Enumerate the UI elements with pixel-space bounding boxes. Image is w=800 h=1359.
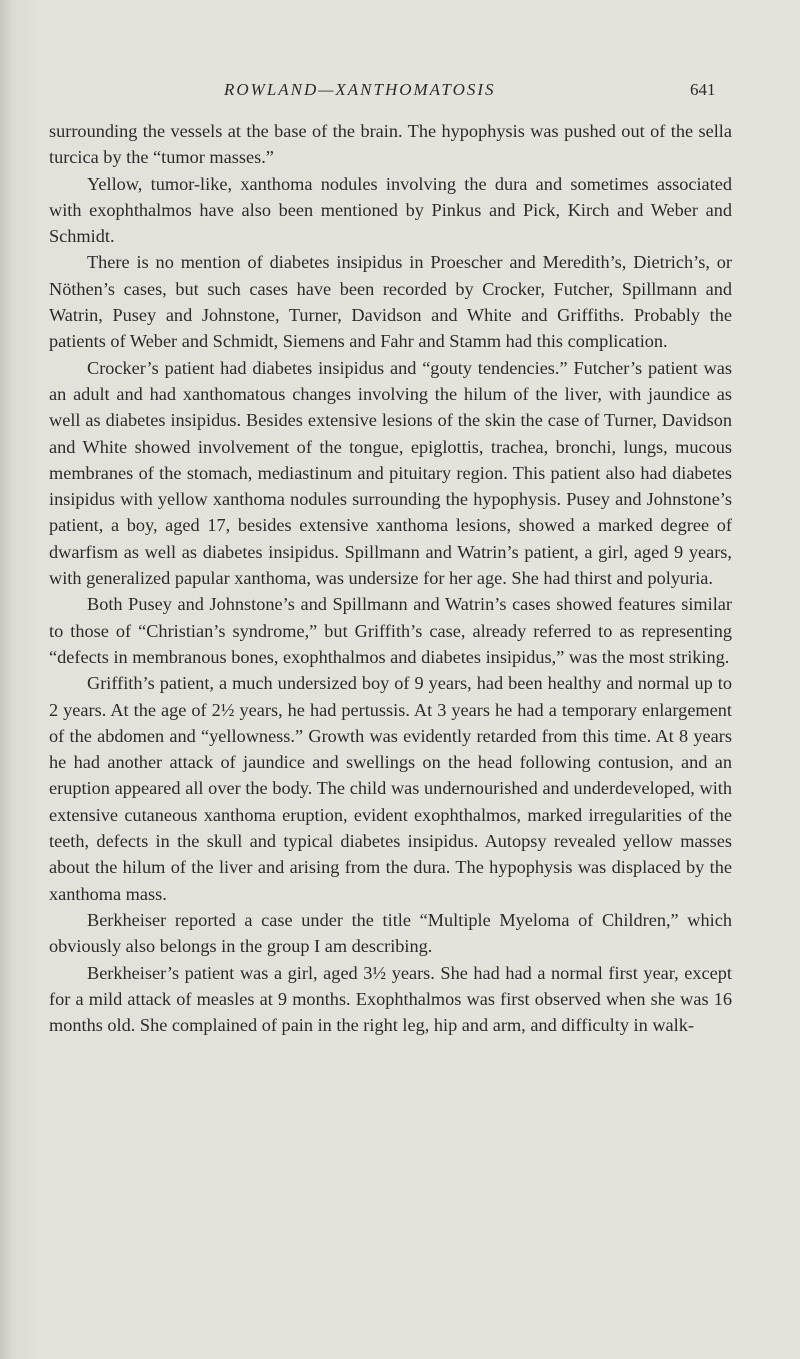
paragraph: Griffith’s patient, a much undersized boy of 9 years, had been healthy and normal up to 2 years. At the age of 2½ years, he had pertussis. At 3 years he had a temporary enlargement of the abdomen and “yellowness.” Growth was evidently retarded from this time. At 8 years he had another attack of jaundice and swellings on the head following contusion, and an eruption appeared all over the body. The child was undernourished and underdeveloped, with extensive cutaneous xanthoma eruption, evident exophthalmos, marked irregularities of the teeth, defects in the skull and typical diabetes insipidus. Autopsy revealed yellow masses about the hilum of the liver and arising from the dura. The hypophysis was displaced by the xanthoma mass. [49,673,732,904]
paragraph: Berkheiser reported a case under the title “Multiple Myeloma of Children,” which obviously also belongs in the group I am describing. [49,909,732,957]
page-number: 641 [690,80,716,99]
paragraph: Both Pusey and Johnstone’s and Spillmann and Watrin’s cases showed features similar to those of “Christian’s syndrome,” but Griffith’s case, already referred to as representing “defects in membranous bones, exophthalmos and diabetes insipidus,” was the most striking. [49,594,732,667]
paragraph: Berkheiser’s patient was a girl, aged 3½ years. She had had a normal first year, except for a mild attack of measles at 9 months. Exophthalmos was first observed when she was 16 months old. She complained of pain in the right leg, hip and arm, and difficulty in walk- [49,962,732,1036]
paragraph: Crocker’s patient had diabetes insipidus and “gouty tendencies.” Futcher’s patient was an adult and had xanthomatous changes involving the hilum of the liver, with jaundice as well as diabetes insipidus. Besides extensive lesions of the skin the case of Turner, Davidson and White showed involvement of the tongue, epiglottis, trachea, bronchi, lungs, mucous membranes of the stomach, mediastinum and pituitary region. This patient also had diabetes insipidus with yellow xanthoma nodules surrounding the hypophysis. Pusey and Johnstone’s patient, a boy, aged 17, besides extensive xanthoma lesions, showed a marked degree of dwarfism as well as diabetes insipidus. Spillmann and Watrin’s patient, a girl, aged 9 years, with generalized papular xanthoma, was undersize for her age. She had thirst and polyuria. [49,357,732,589]
paragraph: There is no mention of diabetes insipidus in Proescher and Meredith’s, Dietrich’s, or Nöthen’s cases, but such cases have been recorded by Crocker, Futcher, Spillmann and Watrin, Pusey and Johnstone, Turner, Davidson and White and Griffiths. Probably the patients of Weber and Schmidt, Siemens and Fahr and Stamm had this complication. [49,252,732,352]
page-header [0,80,800,110]
paragraph: Yellow, tumor-like, xanthoma nodules involving the dura and sometimes associated with exophthalmos have also been mentioned by Pinkus and Pick, Kirch and Weber and Schmidt. [49,173,732,247]
body-text [49,118,732,1038]
running-title: ROWLAND—XANTHOMATOSIS [224,80,496,99]
paragraph: surrounding the vessels at the base of the brain. The hypophysis was pushed out of the sella turcica by the “tumor masses.” [49,121,732,168]
